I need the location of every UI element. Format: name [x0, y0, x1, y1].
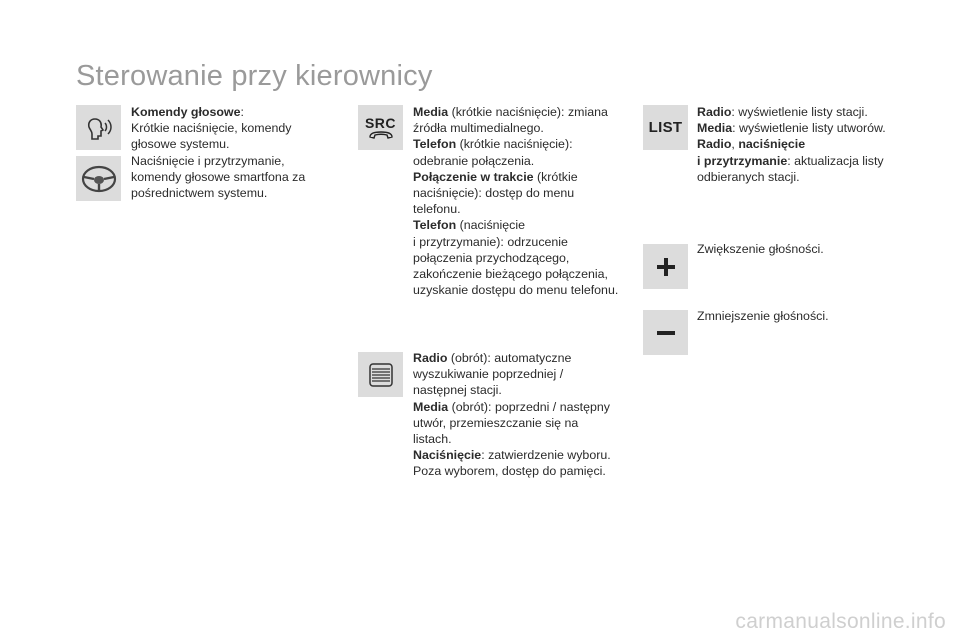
src-button: [358, 105, 403, 150]
text-line: pośrednictwem systemu.: [131, 186, 268, 201]
text-line: odebranie połączenia.: [413, 153, 535, 168]
page-title: Sterowanie przy kierownicy: [76, 60, 433, 92]
bold-term: Naciśnięcie: [413, 448, 482, 463]
text-line: Naciśnięcie i przytrzymanie,: [131, 153, 285, 168]
steering-wheel-button: [76, 156, 121, 201]
text-line: źródła multimedialnego.: [413, 121, 544, 136]
list-label: LIST: [648, 119, 683, 136]
text-fragment: :: [240, 105, 244, 119]
text-line: Zwiększenie głośności.: [697, 242, 824, 256]
text-line: telefonu.: [413, 202, 461, 217]
text-fragment: ,: [731, 137, 739, 152]
steering-wheel-icon: [80, 162, 118, 196]
text-line: Zmniejszenie głośności.: [697, 309, 829, 323]
text-line: odbieranych stacji.: [697, 169, 800, 184]
text-line: i przytrzymanie): odrzucenie: [413, 234, 568, 249]
text-fragment: (krótkie: [533, 169, 578, 184]
text-fragment: (krótkie naciśnięcie):: [456, 137, 573, 152]
text-fragment: : aktualizacja listy: [787, 153, 884, 168]
text-line: zakończenie bieżącego połączenia,: [413, 267, 608, 282]
bold-term: Media: [413, 105, 449, 119]
thumbwheel-icon: [366, 360, 396, 390]
bold-term: Radio: [697, 137, 732, 152]
watermark: carmanualsonline.info: [735, 610, 946, 633]
text-fragment: (obrót): poprzedni / następny: [448, 399, 610, 414]
list-button: [643, 105, 688, 150]
handset-icon: [368, 130, 394, 140]
voice-command-icon: [82, 111, 116, 145]
src-label: SRC: [364, 114, 397, 131]
text-fragment: : zatwierdzenie wyboru.: [481, 448, 611, 463]
text-line: wyszukiwanie poprzedniej /: [413, 367, 564, 382]
bold-term: Telefon: [413, 137, 457, 152]
plus-icon: [654, 255, 678, 279]
volume-down-description: [697, 308, 917, 324]
thumbwheel-button: [358, 352, 403, 397]
volume-up-button: [643, 244, 688, 289]
bold-term: Radio: [413, 351, 448, 365]
text-line: komendy głosowe smartfona za: [131, 169, 306, 184]
bold-term: Radio: [697, 105, 732, 119]
minus-icon: [654, 321, 678, 345]
src-description: [413, 104, 628, 298]
voice-command-button: [76, 105, 121, 150]
list-description: [697, 104, 917, 185]
voice-command-label: Komendy głosowe: [131, 105, 241, 119]
volume-down-button: [643, 310, 688, 355]
bold-term: Media: [697, 121, 733, 136]
text-fragment: : wyświetlenie listy stacji.: [731, 105, 868, 119]
text-line: listach.: [413, 432, 452, 447]
voice-command-description: [131, 104, 341, 201]
text-line: połączenia przychodzącego,: [413, 250, 570, 265]
bold-term: naciśnięcie: [738, 137, 806, 152]
text-line: uzyskanie dostępu do menu telefonu.: [413, 283, 619, 298]
text-line: Poza wyborem, dostęp do pamięci.: [413, 464, 606, 479]
bold-term: Telefon: [413, 218, 457, 233]
text-line: Krótkie naciśnięcie, komendy: [131, 121, 292, 136]
text-fragment: (obrót): automatyczne: [447, 351, 572, 365]
bold-term: i przytrzymanie: [697, 153, 788, 168]
volume-up-description: [697, 241, 917, 257]
text-line: głosowe systemu.: [131, 137, 230, 152]
text-fragment: : wyświetlenie listy utworów.: [732, 121, 886, 136]
text-fragment: (naciśnięcie: [456, 218, 526, 233]
bold-term: Połączenie w trakcie: [413, 169, 534, 184]
bold-term: Media: [413, 399, 449, 414]
text-line: następnej stacji.: [413, 383, 502, 398]
text-line: naciśnięcie): dostęp do menu: [413, 186, 575, 201]
text-fragment: (krótkie naciśnięcie): zmiana: [448, 105, 608, 119]
thumbwheel-description: [413, 350, 628, 480]
text-line: utwór, przemieszczanie się na: [413, 415, 579, 430]
